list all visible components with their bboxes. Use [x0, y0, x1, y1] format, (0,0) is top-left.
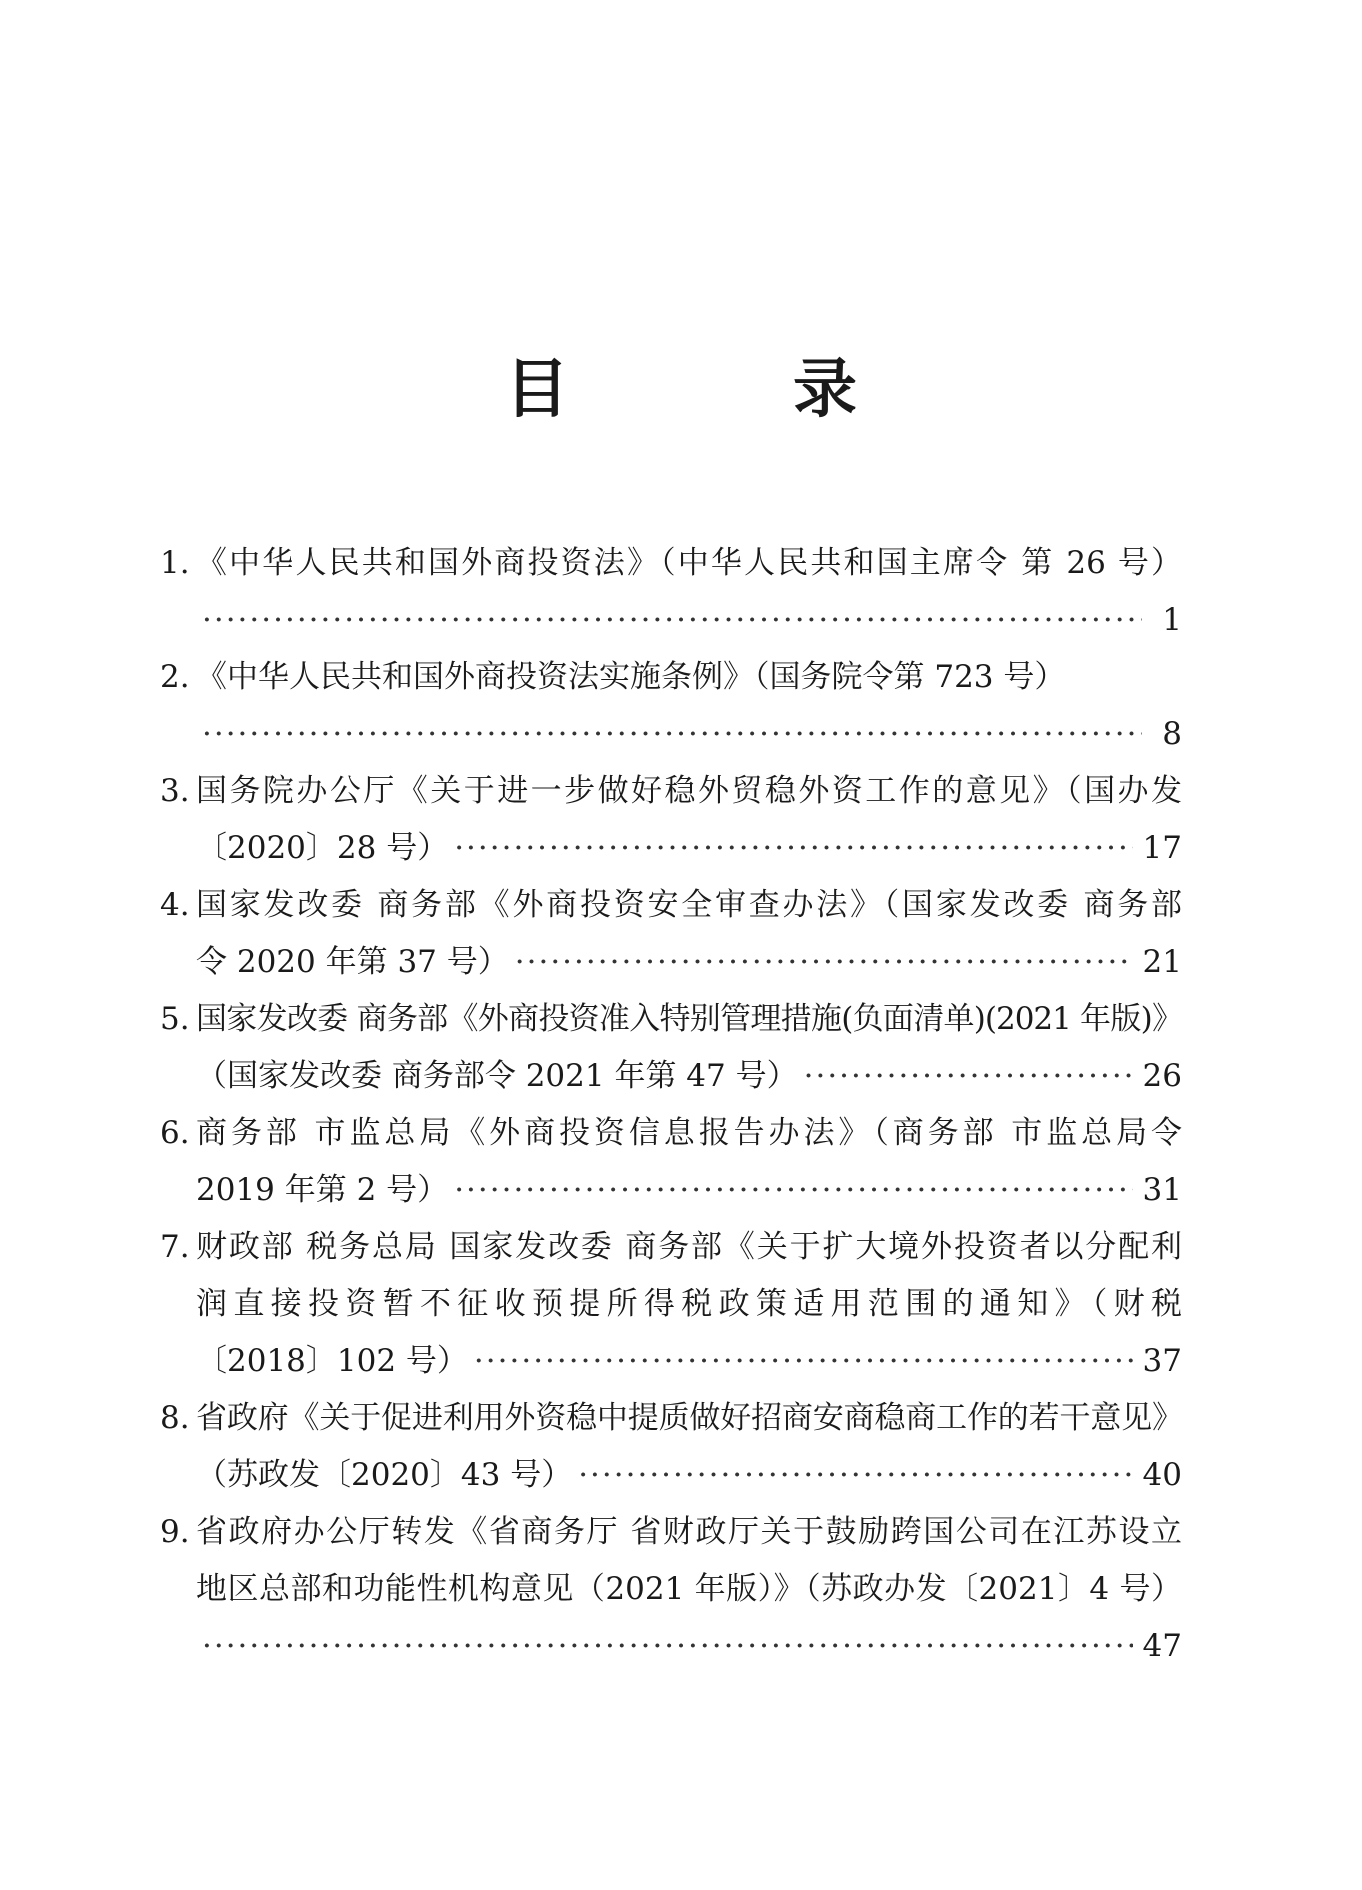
toc-entry-number: 7.	[160, 1229, 190, 1265]
toc-entry-title-line-2: 地区总部和功能性机构意见（2021 年版）》（苏政办发〔2021〕4 号）	[196, 1571, 1182, 1607]
toc-entry-1[interactable]	[160, 535, 1182, 649]
toc-entry-3[interactable]	[160, 763, 1182, 877]
toc-page-number: 1	[1162, 602, 1182, 638]
toc-entry-9[interactable]	[160, 1504, 1182, 1675]
toc-entry-title-tail: 2019 年第 2 号）	[196, 1172, 449, 1208]
toc-page-number: 26	[1142, 1058, 1182, 1094]
toc-entry-5[interactable]	[160, 991, 1182, 1105]
toc-entry-number: 6.	[160, 1115, 190, 1151]
toc-entry-title-line-2: 润直接投资暂不征收预提所得税政策适用范围的通知》（财税	[196, 1286, 1182, 1322]
toc-entry-title-tail: 令 2020 年第 37 号）	[196, 944, 509, 980]
toc-entry-number: 1.	[160, 545, 190, 581]
toc-page-number: 8	[1162, 716, 1182, 752]
toc-entry-title-tail: 〔2018〕102 号）	[196, 1343, 468, 1379]
toc-entry-number: 8.	[160, 1400, 190, 1436]
dot-leader	[202, 706, 1142, 763]
toc-entry-title: 省政府办公厅转发《省商务厅 省财政厅关于鼓励跨国公司在江苏设立	[196, 1514, 1182, 1550]
dot-leader	[202, 592, 1142, 649]
dot-leader	[804, 1048, 1133, 1105]
toc-entry-title: 商务部 市监总局《外商投资信息报告办法》（商务部 市监总局令	[196, 1115, 1182, 1151]
toc-entry-number: 4.	[160, 887, 190, 923]
toc-page-number: 17	[1142, 830, 1182, 866]
toc-entry-8[interactable]	[160, 1390, 1182, 1504]
toc-entry-title: 省政府《关于促进利用外资稳中提质做好招商安商稳商工作的若干意见》	[196, 1400, 1182, 1436]
dot-leader	[454, 1162, 1132, 1219]
table-of-contents	[160, 535, 1182, 1675]
toc-page-number: 21	[1142, 944, 1182, 980]
toc-entry-title-tail: （苏政发〔2020〕43 号）	[196, 1457, 573, 1493]
toc-page-number: 40	[1142, 1457, 1182, 1493]
toc-entry-7[interactable]	[160, 1219, 1182, 1390]
toc-entry-2[interactable]	[160, 649, 1182, 763]
toc-entry-title-tail: 〔2020〕28 号）	[196, 830, 449, 866]
dot-leader	[578, 1447, 1132, 1504]
toc-entry-4[interactable]	[160, 877, 1182, 991]
toc-entry-title: 《中华人民共和国外商投资法》（中华人民共和国主席令 第 26 号）	[196, 545, 1182, 581]
toc-page-number: 37	[1142, 1343, 1182, 1379]
toc-entry-title: 国家发改委 商务部《外商投资安全审查办法》（国家发改委 商务部	[196, 887, 1182, 923]
toc-page-number: 47	[1142, 1628, 1182, 1664]
page-title: 目 录	[505, 352, 937, 427]
toc-entry-title-tail: （国家发改委 商务部令 2021 年第 47 号）	[196, 1058, 798, 1094]
dot-leader	[515, 934, 1133, 991]
toc-entry-number: 9.	[160, 1514, 190, 1550]
toc-entry-number: 2.	[160, 659, 190, 695]
toc-entry-number: 5.	[160, 1001, 190, 1037]
dot-leader	[474, 1333, 1133, 1390]
dot-leader	[454, 820, 1132, 877]
dot-leader	[202, 1618, 1133, 1675]
toc-entry-number: 3.	[160, 773, 190, 809]
toc-entry-title: 《中华人民共和国外商投资法实施条例》（国务院令第 723 号）	[196, 659, 1066, 695]
toc-entry-title: 财政部 税务总局 国家发改委 商务部《关于扩大境外投资者以分配利	[196, 1229, 1182, 1265]
toc-page-number: 31	[1142, 1172, 1182, 1208]
toc-entry-6[interactable]	[160, 1105, 1182, 1219]
toc-entry-title: 国家发改委 商务部《外商投资准入特别管理措施(负面清单)(2021 年版)》	[196, 1001, 1182, 1037]
toc-entry-title: 国务院办公厅《关于进一步做好稳外贸稳外资工作的意见》（国办发	[196, 773, 1182, 809]
